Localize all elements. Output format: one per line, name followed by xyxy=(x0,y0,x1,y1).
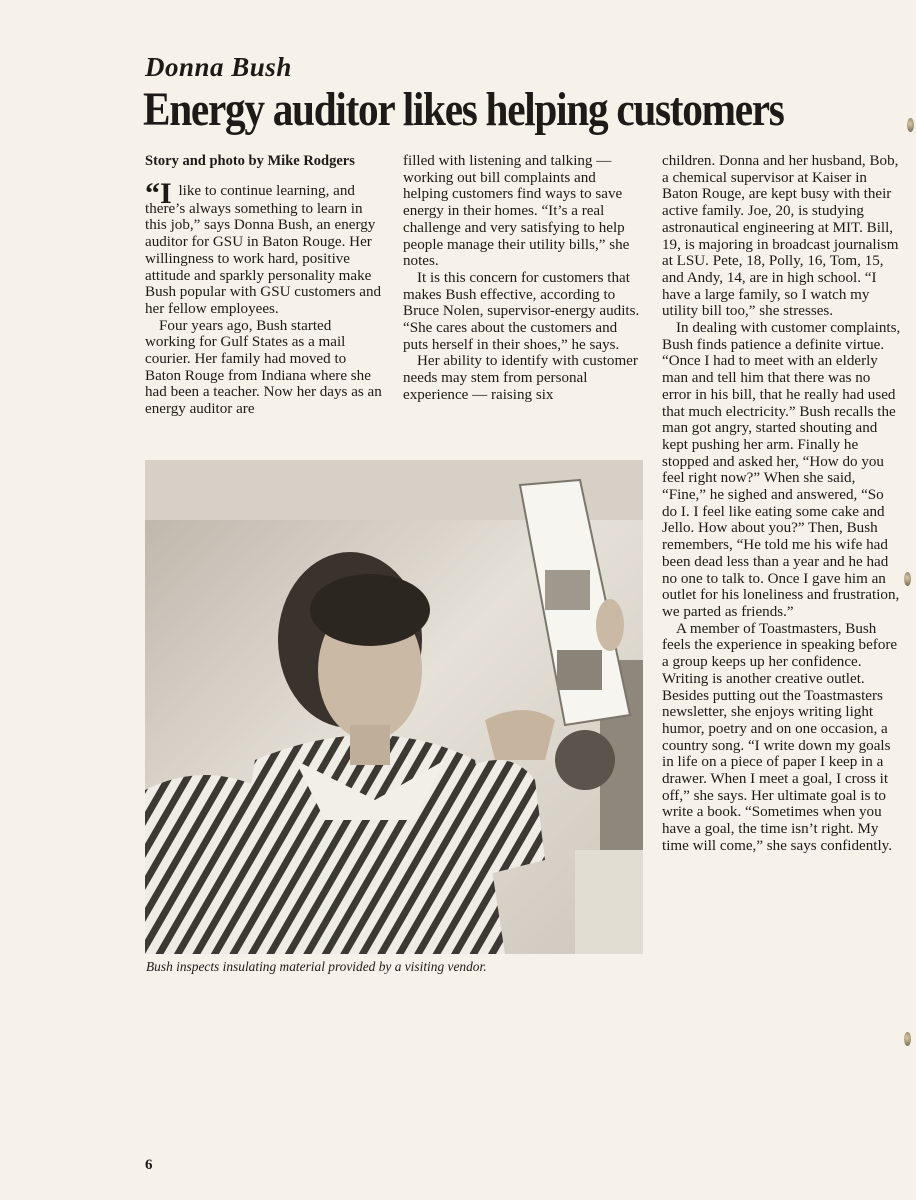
drop-quote: “I xyxy=(145,176,172,210)
column-1 xyxy=(145,153,383,418)
headline: Energy auditor likes helping customers xyxy=(143,83,784,136)
paragraph xyxy=(145,176,383,318)
column-2 xyxy=(403,153,643,404)
subject-name: Donna Bush xyxy=(145,52,292,82)
binder-hole-mark xyxy=(904,572,911,586)
paragraph-text: like to continue learning, and there’s always something to learn in this job,” says Donna Bush, an energy auditor for GSU in Baton Rouge. Her willingness to work hard, positive attitude and sparkly personality make Bush popular with GSU customers and her fellow employees. xyxy=(145,182,382,317)
photo-illustration xyxy=(145,460,643,954)
column-3 xyxy=(662,153,902,855)
paragraph: In dealing with customer complaints, Bush finds patience a definite virtue. “Once I had to meet with an elderly man and tell him that there was no error in his bill, that he really had used that much electricity.” Bush recalls the man got angry, started shouting and kept pushing her arm. Finally he stopped and asked her, “How do you feel right now?” When she said, “Fine,” he sighed and answered, “So do I. I feel like eating some cake and Jello. How about you?” Then, Bush remembers, “He told me his wife had been dead less than a year and he had no one to talk to. Once I gave him an outlet for his loneliness and frustration, we parted as friends.” xyxy=(662,320,901,620)
binder-hole-mark xyxy=(907,118,914,132)
photo-caption: Bush inspects insulating material provided by a visiting vendor. xyxy=(146,959,487,974)
paragraph: children. Donna and her husband, Bob, a chemical supervisor at Kaiser in Baton Rouge, are kept busy with their active family. Joe, 20, is studying astronautical engineering at MIT. Bill, 19, is majoring in broadcast journalism at LSU. Pete, 18, Polly, 16, Tom, 15, and Andy, 14, are in high school. “I have a large family, so I watch my utility bill too,” she stresses. xyxy=(662,153,899,320)
page-number: 6 xyxy=(145,1157,153,1173)
paragraph: Four years ago, Bush started working for Gulf States as a mail courier. Her family had moved to Baton Rouge from Indiana where she had been a teacher. Now her days as an energy auditor are xyxy=(145,317,382,418)
paragraph: Her ability to identify with customer needs may stem from personal experience — raising six xyxy=(403,353,638,403)
article-photo xyxy=(145,460,643,954)
paragraph: A member of Toastmasters, Bush feels the experience in speaking before a group keeps up her confidence. Writing is another creative outlet. Besides putting out the Toastmasters newsletter, she enjoys writing light humor, poetry and on one occasion, a country song. “I write down my goals in life on a piece of paper I keep in a drawer. When I meet a goal, I cross it off,” she says. Her ultimate goal is to write a book. “Sometimes when you have a goal, the time isn’t right. My time will come,” she says confidently. xyxy=(662,620,898,854)
byline: Story and photo by Mike Rodgers xyxy=(145,153,355,169)
paragraph: filled with listening and talking — working out bill complaints and helping customers find ways to save energy in their homes. “It’s a real challenge and very satisfying to help people manage their utility bills,” she notes. xyxy=(403,153,630,270)
binder-hole-mark xyxy=(904,1032,911,1046)
paragraph: It is this concern for customers that makes Bush effective, according to Bruce Nolen, supervisor-energy audits. “She cares about the customers and puts herself in their shoes,” he says. xyxy=(403,269,640,353)
